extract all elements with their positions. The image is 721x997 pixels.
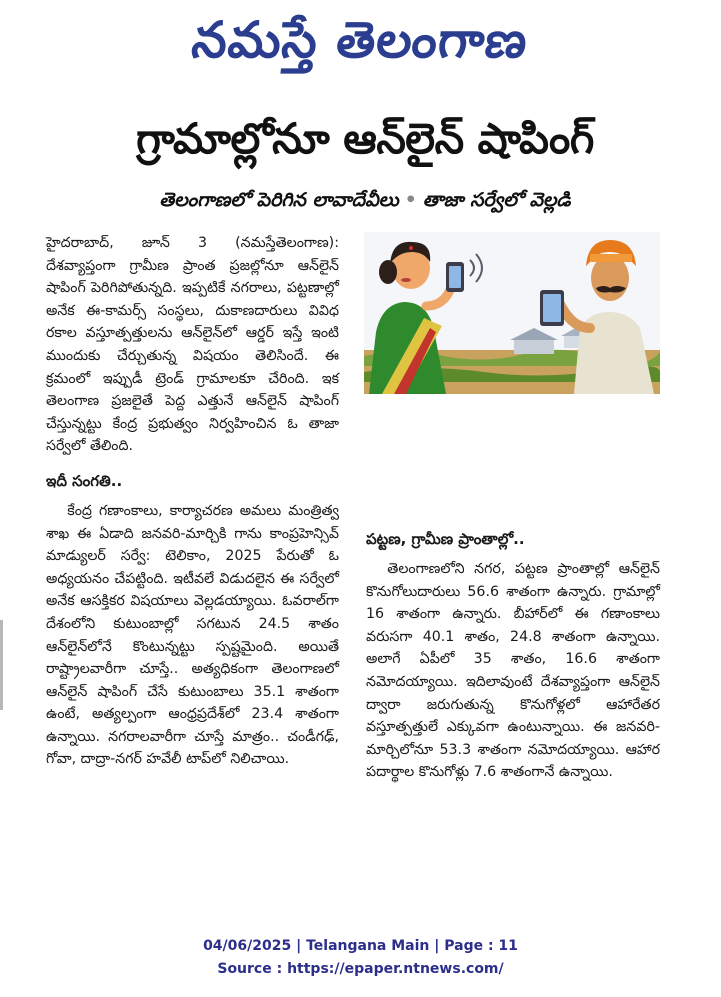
article-intro: హైదరాబాద్, జూన్ 3 (నమస్తేతెలంగాణ): దేశవ్యాప్తంగా గ్రామీణ ప్రాంత ప్రజల్లోనూ ఆన్‌లైన్ షాపింగ్ పెరిగిపోతున్నది. ఇప్పటికే నగరాలు, పట్టణాల్లో అనేక ఈ-కామర్స్ సంస్థలు, దుకాణదారులు వివిధ రకాల వస్తూత్పత్తులను ఆన్‌లైన్‌లో ఆర్డర్ ఇస్తే ఇంటి ముందుకు చేర్చుతున్న విషయం తెలిసిందే. ఈ క్రమంలో ఇప్పుడీ ట్రెండ్ గ్రామాలకూ చేరింది. ఇక తెలంగాణ ప్రజలైతే పెద్ద ఎత్తునే ఆన్‌లైన్ షాపింగ్ చేస్తున్నట్టు కేంద్ర ప్రభుత్వం నిర్వహించిన ఓ తాజా సర్వేలో తేలింది.: [46, 235, 339, 455]
subheadline-part2: తాజా సర్వేలో వెల్లడి: [422, 189, 571, 211]
article-paragraph-2: కేంద్ర గణాంకాలు, కార్యాచరణ అమలు మంత్రిత్వ శాఖ ఈ ఏడాది జనవరి-మార్చికి గాను కాంప్రహెన్సివ్ మాడ్యులర్ సర్వే: టెలికాం, 2025 పేరుతో ఓ అధ్యయనం చేపట్టింది. ఇటీవలే విడుదలైన ఈ సర్వేలో అనేక ఆసక్తికర విషయాలు వెల్లడయ్యాయి. ఓవరాల్‌గా దేశంలోని కుటుంబాల్లో సగటున 24.5 శాతం ఆన్‌లైన్‌లోనే కొంటున్నట్టు స్పష్టమైంది. అయితే రాష్ట్రాలవారీగా చూస్తే.. అత్యధికంగా తెలంగాణలో ఆన్‌లైన్ షాపింగ్ చేసే కుటుంబాలు 35.1 శాతంగా ఉంటే, అత్యల్పంగా ఆంధ్రప్రదేశ్‌లో 23.4 శాతంగా ఉన్నాయి. నగరాలవారీగా చూస్తే మాత్రం.. చండీగఢ్, గోవా, దాద్రా-నగర్ హవేలీ టాప్‌లో నిలిచాయి.: [46, 502, 339, 768]
page-footer: [0, 935, 721, 981]
section-heading-2: పట్టణ, గ్రామీణ ప్రాంతాల్లో..: [366, 530, 525, 548]
subheadline: [60, 185, 670, 215]
section-heading-1: ఇదీ సంగతి..: [46, 471, 123, 490]
article-column-right: [366, 398, 660, 784]
masthead-logo: నమస్తే తెలంగాణ: [189, 10, 531, 69]
bullet-icon: •: [404, 189, 417, 211]
article-column-left: [46, 232, 339, 771]
footer-date-edition: 04/06/2025 | Telangana Main | Page : 11: [203, 938, 518, 954]
footer-source[interactable]: Source : https://epaper.ntnews.com/: [217, 961, 504, 977]
headline: గ్రామాల్లోనూ ఆన్‌లైన్ షాపింగ్: [136, 114, 594, 163]
article-illustration: [364, 232, 660, 394]
page-edge-divider: [0, 620, 3, 710]
subheadline-part1: తెలంగాణలో పెరిగిన లావాదేవీలు: [159, 189, 399, 211]
article-paragraph-3: తెలంగాణలోని నగర, పట్టణ ప్రాంతాల్లో ఆన్‌లైన్ కొనుగోలుదారులు 56.6 శాతంగా ఉన్నారు. గ్రామాల్లో 16 శాతంగా ఉన్నారు. బీహార్‌లో ఈ గణాంకాలు వరుసగా 40.1 శాతం, 24.8 శాతంగా ఉన్నాయి. అలాగే ఏపీలో 35 శాతం, 16.6 శాతంగా నమోదయ్యాయి. ఇదిలావుంటే దేశవ్యాప్తంగా ఆన్‌లైన్ ద్వారా జరుగుతున్న కొనుగోళ్లలో ఆహారేతర వస్తూత్పత్తులే ఎక్కువగా ఉంటున్నాయి. ఈ జనవరి-మార్చిలోనూ 53.3 శాతంగా నమోదయ్యాయి. ఆహార పదార్థాల కొనుగోళ్లు 7.6 శాతంగానే ఉన్నాయి.: [366, 561, 660, 781]
shopping-villagers-image: [364, 232, 660, 394]
